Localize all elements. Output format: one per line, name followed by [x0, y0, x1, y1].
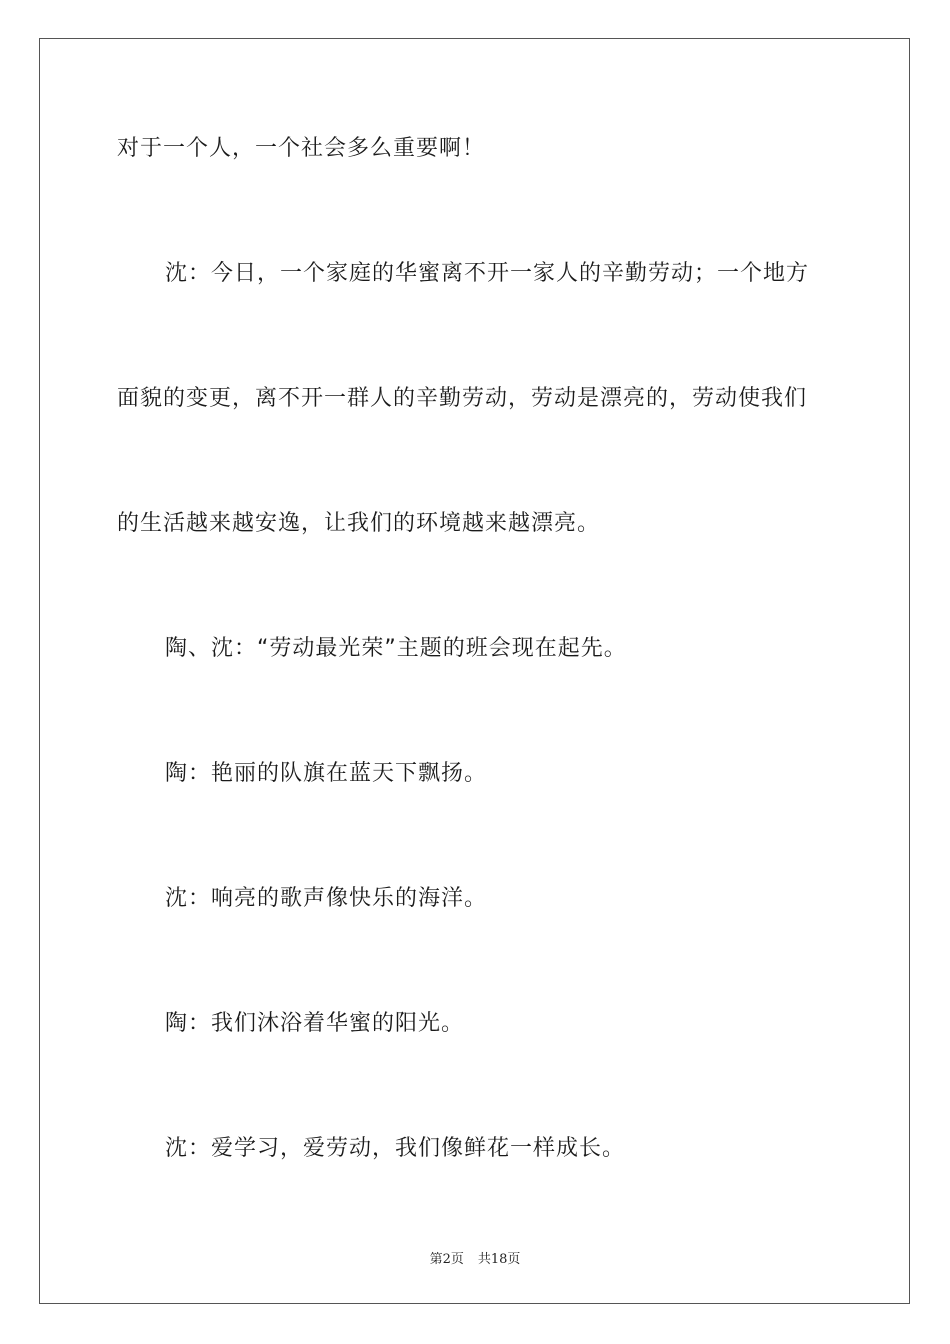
text-line: 对于一个人，一个社会多么重要啊！ [117, 136, 486, 161]
page-frame [39, 38, 910, 1304]
text-line: 陶：艳丽的队旗在蓝天下飘扬。 [165, 761, 488, 786]
page-footer [0, 1248, 950, 1267]
text-line: 陶：我们沐浴着华蜜的阳光。 [165, 1011, 465, 1036]
text-line: 面貌的变更，离不开一群人的辛勤劳动，劳动是漂亮的，劳动使我们 [117, 386, 808, 411]
text-line: 沈：今日，一个家庭的华蜜离不开一家人的辛勤劳动；一个地方 [165, 261, 810, 286]
text-line: 沈：响亮的歌声像快乐的海洋。 [165, 886, 488, 911]
text-line: 的生活越来越安逸，让我们的环境越来越漂亮。 [117, 511, 601, 536]
text-line: 沈：爱学习，爱劳动，我们像鲜花一样成长。 [165, 1136, 626, 1161]
page-total: 共18页 [477, 1252, 521, 1267]
page-number: 第2页 [429, 1252, 464, 1267]
text-line: 陶、沈：“劳动最光荣”主题的班会现在起先。 [165, 636, 627, 661]
